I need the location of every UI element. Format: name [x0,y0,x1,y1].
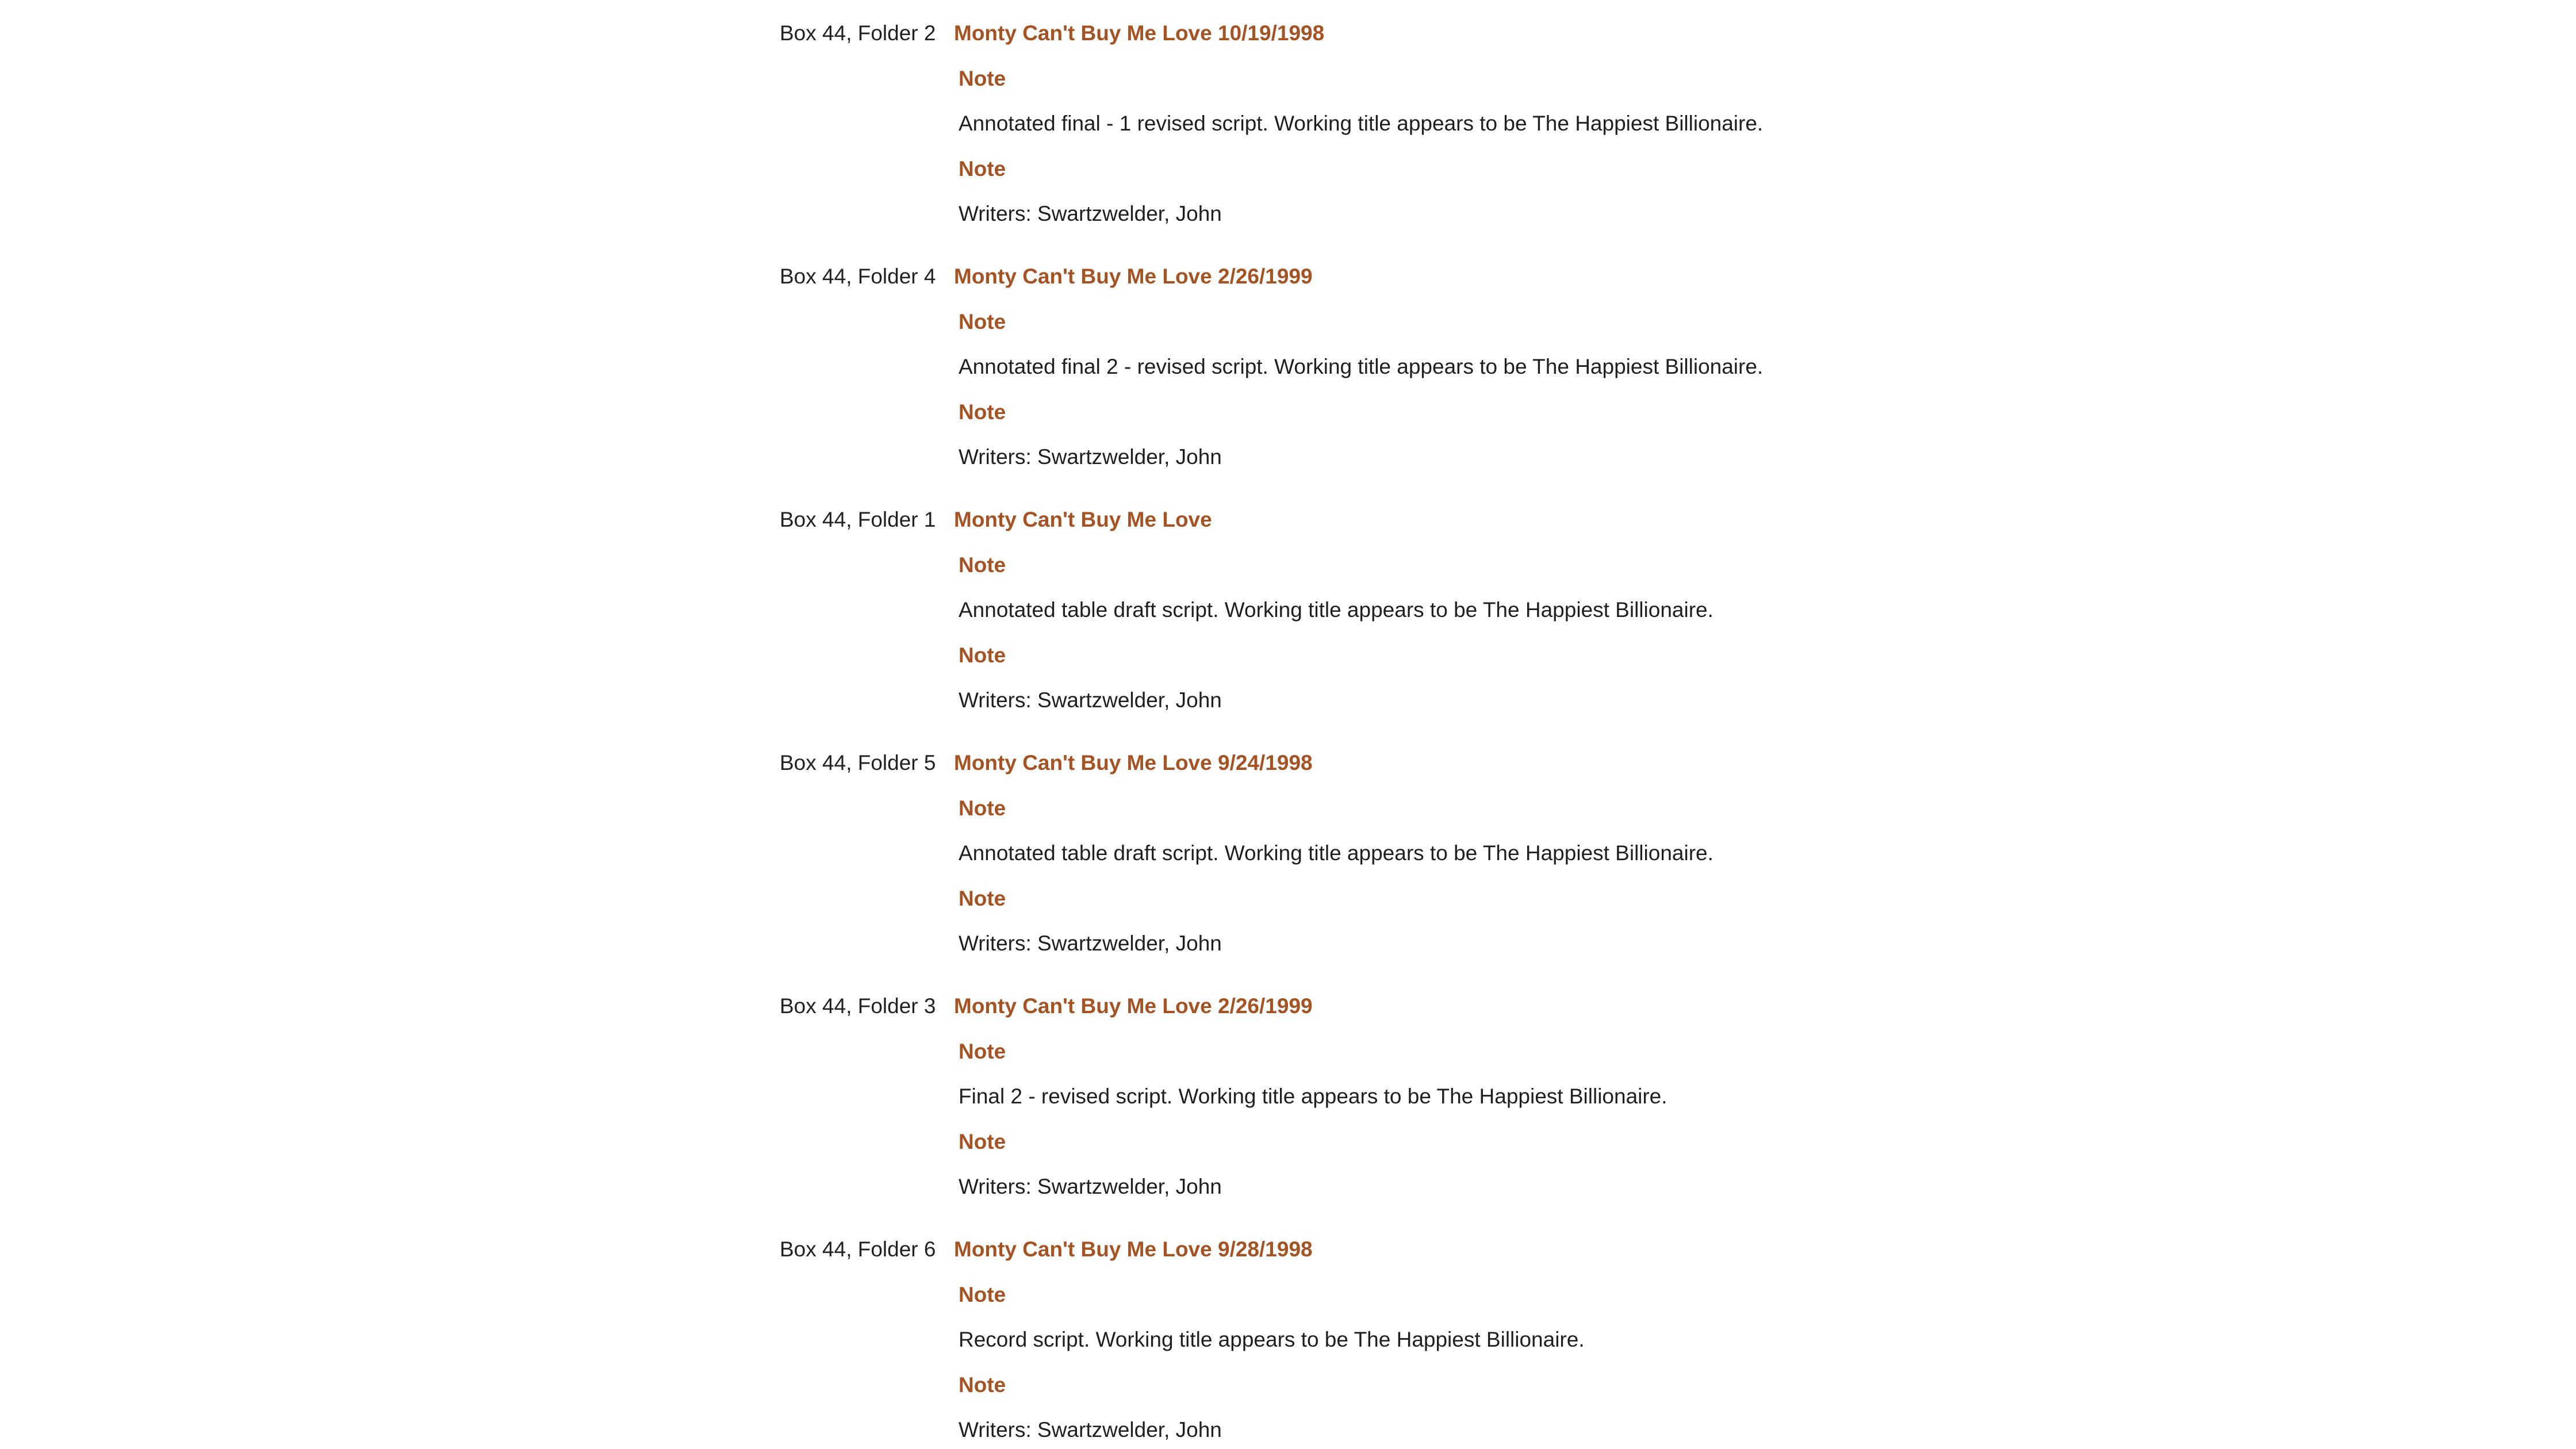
container-list [0,20,2576,1449]
entry-title-link[interactable]: Monty Can't Buy Me Love [954,508,1212,531]
list-item [0,1236,2576,1449]
note-text: Writers: Swartzwelder, John [959,445,1222,469]
note-heading: Note [959,67,1006,90]
entry-title-link[interactable]: Monty Can't Buy Me Love 2/26/1999 [954,264,1313,288]
note-heading: Note [959,1040,1006,1063]
list-item [0,263,2576,507]
note-heading: Note [959,1283,1006,1306]
entry-title-link[interactable]: Monty Can't Buy Me Love 9/28/1998 [954,1237,1313,1261]
note-heading: Note [959,796,1006,820]
container-location: Box 44, Folder 4 [780,264,936,288]
note-text: Annotated table draft script. Working title appears to be The Happiest Billionaire. [959,841,1713,865]
note-heading: Note [959,400,1006,424]
entry-title-link[interactable]: Monty Can't Buy Me Love 2/26/1999 [954,994,1313,1018]
list-item [0,993,2576,1236]
entry-title-link[interactable]: Monty Can't Buy Me Love 9/24/1998 [954,751,1313,775]
note-text: Final 2 - revised script. Working title appears to be The Happiest Billionaire. [959,1084,1667,1108]
container-location: Box 44, Folder 3 [780,994,936,1018]
list-item [0,507,2576,750]
list-item [0,750,2576,993]
note-heading: Note [959,310,1006,334]
note-text: Writers: Swartzwelder, John [959,931,1222,955]
container-location: Box 44, Folder 6 [780,1237,936,1261]
note-heading: Note [959,1130,1006,1153]
note-text: Writers: Swartzwelder, John [959,1175,1222,1198]
note-heading: Note [959,887,1006,910]
note-heading: Note [959,643,1006,667]
note-text: Annotated table draft script. Working title appears to be The Happiest Billionaire. [959,598,1713,622]
note-text: Annotated final 2 - revised script. Working title appears to be The Happiest Billionaire. [959,355,1764,378]
list-item [0,20,2576,263]
note-heading: Note [959,157,1006,181]
note-text: Record script. Working title appears to be The Happiest Billionaire. [959,1328,1585,1351]
note-text: Writers: Swartzwelder, John [959,202,1222,225]
note-heading: Note [959,553,1006,577]
container-location: Box 44, Folder 1 [780,508,936,531]
note-heading: Note [959,1373,1006,1397]
note-text: Annotated final - 1 revised script. Working title appears to be The Happiest Billionaire. [959,112,1764,135]
container-location: Box 44, Folder 5 [780,751,936,775]
note-text: Writers: Swartzwelder, John [959,1418,1222,1442]
entry-title-link[interactable]: Monty Can't Buy Me Love 10/19/1998 [954,21,1325,45]
container-location: Box 44, Folder 2 [780,21,936,45]
note-text: Writers: Swartzwelder, John [959,688,1222,712]
